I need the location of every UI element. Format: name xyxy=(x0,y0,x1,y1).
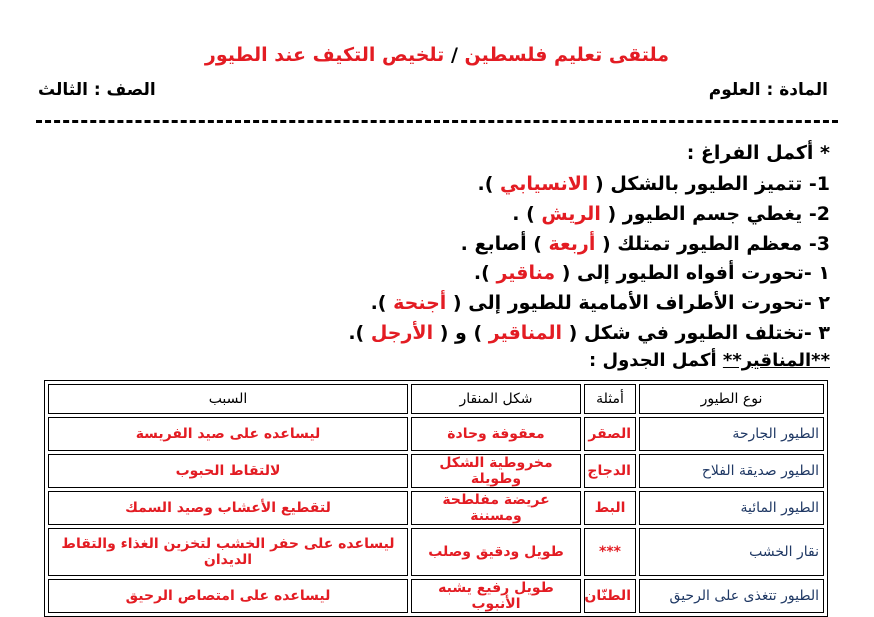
cell-shape: طويل رفيع يشبه الأنبوب xyxy=(411,579,581,613)
beaks-table xyxy=(44,380,828,617)
cell-reason: ليساعده على حفر الخشب لتخزين الغذاء والتقاط الديدان xyxy=(48,528,408,576)
header-example: أمثلة xyxy=(584,384,636,414)
answer-1: الانسيابي xyxy=(500,173,589,195)
cell-shape: مخروطية الشكل وطويلة xyxy=(411,454,581,488)
cell-shape: معقوفة وحادة xyxy=(411,417,581,451)
question-6: ٣ -تختلف الطيور في شكل ( المناقير ) و ( الأرجل ). xyxy=(348,322,830,344)
cell-type: نقار الخشب xyxy=(639,528,824,576)
cell-reason: ليساعده على صيد الفريسة xyxy=(48,417,408,451)
page-title: ملتقى تعليم فلسطين / تلخيص التكيف عند الطيور xyxy=(204,44,670,66)
cell-type: الطيور المائية xyxy=(639,491,824,525)
cell-reason: لالتقاط الحبوب xyxy=(48,454,408,488)
table-header-row xyxy=(48,384,824,414)
subject-label: المادة : العلوم xyxy=(708,80,828,100)
question-1: 1- تتميز الطيور بالشكل ( الانسيابي ). xyxy=(477,173,830,195)
cell-example: الدجاج xyxy=(584,454,636,488)
fill-instruction: * أكمل الفراغ : xyxy=(686,142,830,164)
cell-type: الطيور تتغذى على الرحيق xyxy=(639,579,824,613)
table-row xyxy=(48,491,824,525)
cell-shape: عريضة مفلطحة ومسننة xyxy=(411,491,581,525)
question-2: 2- يغطي جسم الطيور ( الريش ) . xyxy=(512,203,830,225)
table-row xyxy=(48,528,824,576)
table-row xyxy=(48,454,824,488)
cell-shape: طويل ودقيق وصلب xyxy=(411,528,581,576)
answer-6b: الأرجل xyxy=(370,322,434,344)
table-instruction: **المناقير** أكمل الجدول : xyxy=(589,350,830,371)
grade-label: الصف : الثالث xyxy=(38,80,156,100)
header-type: نوع الطيور xyxy=(639,384,824,414)
header-shape: شكل المنقار xyxy=(411,384,581,414)
cell-example: الطنّان xyxy=(584,579,636,613)
divider xyxy=(36,120,838,123)
question-3: 3- معظم الطيور تمتلك ( أربعة ) أصابع . xyxy=(460,233,830,255)
table-row xyxy=(48,579,824,613)
cell-example: *** xyxy=(584,528,636,576)
answer-4: مناقير xyxy=(496,262,556,284)
answer-2: الريش xyxy=(541,203,601,225)
question-4: ١ -تحورت أفواه الطيور إلى ( مناقير ). xyxy=(473,262,830,284)
cell-reason: ليساعده على امتصاص الرحيق xyxy=(48,579,408,613)
cell-type: الطيور صديقة الفلاح xyxy=(639,454,824,488)
cell-reason: لتقطيع الأعشاب وصيد السمك xyxy=(48,491,408,525)
cell-type: الطيور الجارحة xyxy=(639,417,824,451)
answer-6a: المناقير xyxy=(488,322,563,344)
table-row xyxy=(48,417,824,451)
answer-5: أجنحة xyxy=(393,292,447,314)
answer-3: أربعة xyxy=(548,233,596,255)
cell-example: البط xyxy=(584,491,636,525)
question-5: ٢ -تحورت الأطراف الأمامية للطيور إلى ( أجنحة ). xyxy=(370,292,830,314)
header-reason: السبب xyxy=(48,384,408,414)
cell-example: الصقر xyxy=(584,417,636,451)
